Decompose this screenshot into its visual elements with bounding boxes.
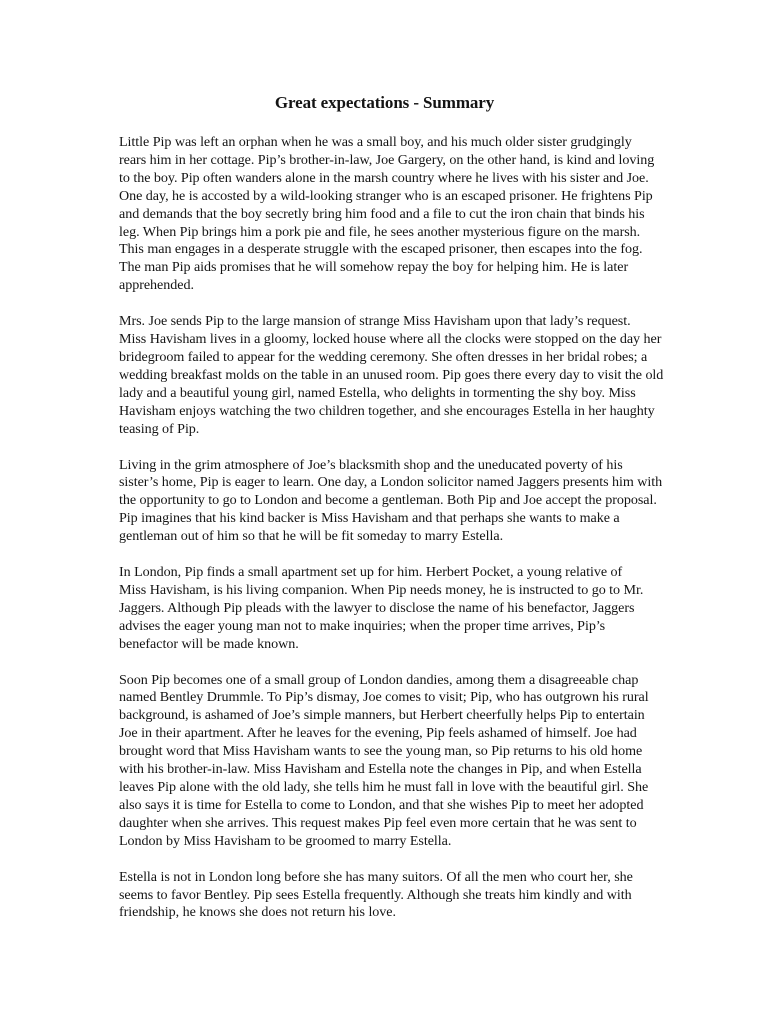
paragraph-blacksmith-shop (91, 457, 678, 547)
text-line: London by Miss Havisham to be groomed to marry Estella. (119, 832, 452, 849)
text-line: daughter when she arrives. This request makes Pip feel even more certain that he was sent to (119, 814, 637, 831)
text-line: leg. When Pip brings him a pork pie and file, he sees another mysterious figure on the marsh. (119, 223, 641, 240)
page-title: Great expectations - Summary (274, 93, 495, 112)
text-line: also says it is time for Estella to come to London, and that she wishes Pip to meet her adopted (119, 796, 644, 813)
text-line: Joe in their apartment. After he leaves for the evening, Pip feels ashamed of himself. Joe had (119, 725, 637, 742)
paragraph-london-apartment (91, 564, 678, 654)
text-line: and demands that the boy secretly bring him food and a file to cut the iron chain that binds his (119, 205, 645, 222)
text-line: wedding breakfast molds on the table in an unused room. Pip goes there every day to visit the old (119, 366, 664, 383)
text-line: Living in the grim atmosphere of Joe’s blacksmith shop and the uneducated poverty of his (119, 456, 623, 473)
text-line: with his brother-in-law. Miss Havisham and Estella note the changes in Pip, and when Estella (119, 761, 642, 778)
text-line: gentleman out of him so that he will be fit someday to marry Estella. (119, 528, 504, 545)
text-line: background, is ashamed of Joe’s simple manners, but Herbert cheerfully helps Pip to entertain (119, 707, 645, 724)
text-line: One day, he is accosted by a wild-looking stranger who is an escaped prisoner. He frightens Pip (119, 187, 653, 204)
paragraph-miss-havisham (91, 313, 678, 438)
text-line: bridegroom failed to appear for the wedding ceremony. She often dresses in her bridal robes; a (119, 348, 648, 365)
paragraph-london-dandies (91, 672, 678, 851)
text-line: brought word that Miss Havisham wants to see the young man, so Pip returns to his old home (119, 743, 643, 760)
text-line: Miss Havisham, is his living companion. When Pip needs money, he is instructed to go to Mr. (119, 581, 644, 598)
text-line: This man engages in a desperate struggle with the escaped prisoner, then escapes into the fog. (119, 241, 643, 258)
text-line: Little Pip was left an orphan when he was a small boy, and his much older sister grudgingly (119, 134, 632, 150)
text-line: apprehended. (119, 277, 194, 294)
text-line: sister’s home, Pip is eager to learn. One day, a London solicitor named Jaggers presents him with (119, 474, 663, 491)
text-line: Mrs. Joe sends Pip to the large mansion of strange Miss Havisham upon that lady’s request. (119, 313, 631, 330)
text-line: leaves Pip alone with the old lady, she tells him he must fall in love with the beautiful girl. She (119, 779, 649, 795)
text-line: Jaggers. Although Pip pleads with the lawyer to disclose the name of his benefactor, Jaggers (119, 599, 635, 616)
text-line: Havisham enjoys watching the two children together, and she encourages Estella in her haughty (119, 402, 655, 419)
text-line: seems to favor Bentley. Pip sees Estella frequently. Although she treats him kindly and with (119, 886, 632, 903)
text-line: benefactor will be made known. (119, 635, 299, 652)
text-line: named Bentley Drummle. To Pip’s dismay, Joe comes to visit; Pip, who has outgrown his rural (119, 689, 649, 706)
text-line: to the boy. Pip often wanders alone in the marsh country where he lives with his sister and Joe. (119, 169, 649, 186)
text-line: Pip imagines that his kind backer is Miss Havisham and that perhaps she wants to make a (119, 510, 620, 527)
text-line: In London, Pip finds a small apartment set up for him. Herbert Pocket, a young relative of (119, 564, 623, 581)
text-line: Miss Havisham lives in a gloomy, locked house where all the clocks were stopped on the day her (119, 331, 662, 348)
text-line: Estella is not in London long before she has many suitors. Of all the men who court her, she (119, 868, 633, 885)
text-line: lady and a beautiful young girl, named Estella, who delights in tormenting the shy boy. Miss (119, 384, 636, 401)
text-line: advises the eager young man not to make inquiries; when the proper time arrives, Pip’s (119, 617, 606, 634)
text-line: The man Pip aids promises that he will somehow repay the boy for helping him. He is later (119, 259, 629, 276)
text-line: the opportunity to go to London and become a gentleman. Both Pip and Joe accept the proposal. (119, 492, 657, 509)
text-line: Soon Pip becomes one of a small group of London dandies, among them a disagreeable chap (119, 671, 639, 688)
paragraph-estella-suitors (91, 869, 678, 923)
paragraph-orphan-pip (91, 134, 678, 295)
text-line: rears him in her cottage. Pip’s brother-in-law, Joe Gargery, on the other hand, is kind and loving (119, 151, 655, 168)
text-line: teasing of Pip. (119, 420, 200, 437)
text-line: friendship, he knows she does not return his love. (119, 904, 396, 921)
